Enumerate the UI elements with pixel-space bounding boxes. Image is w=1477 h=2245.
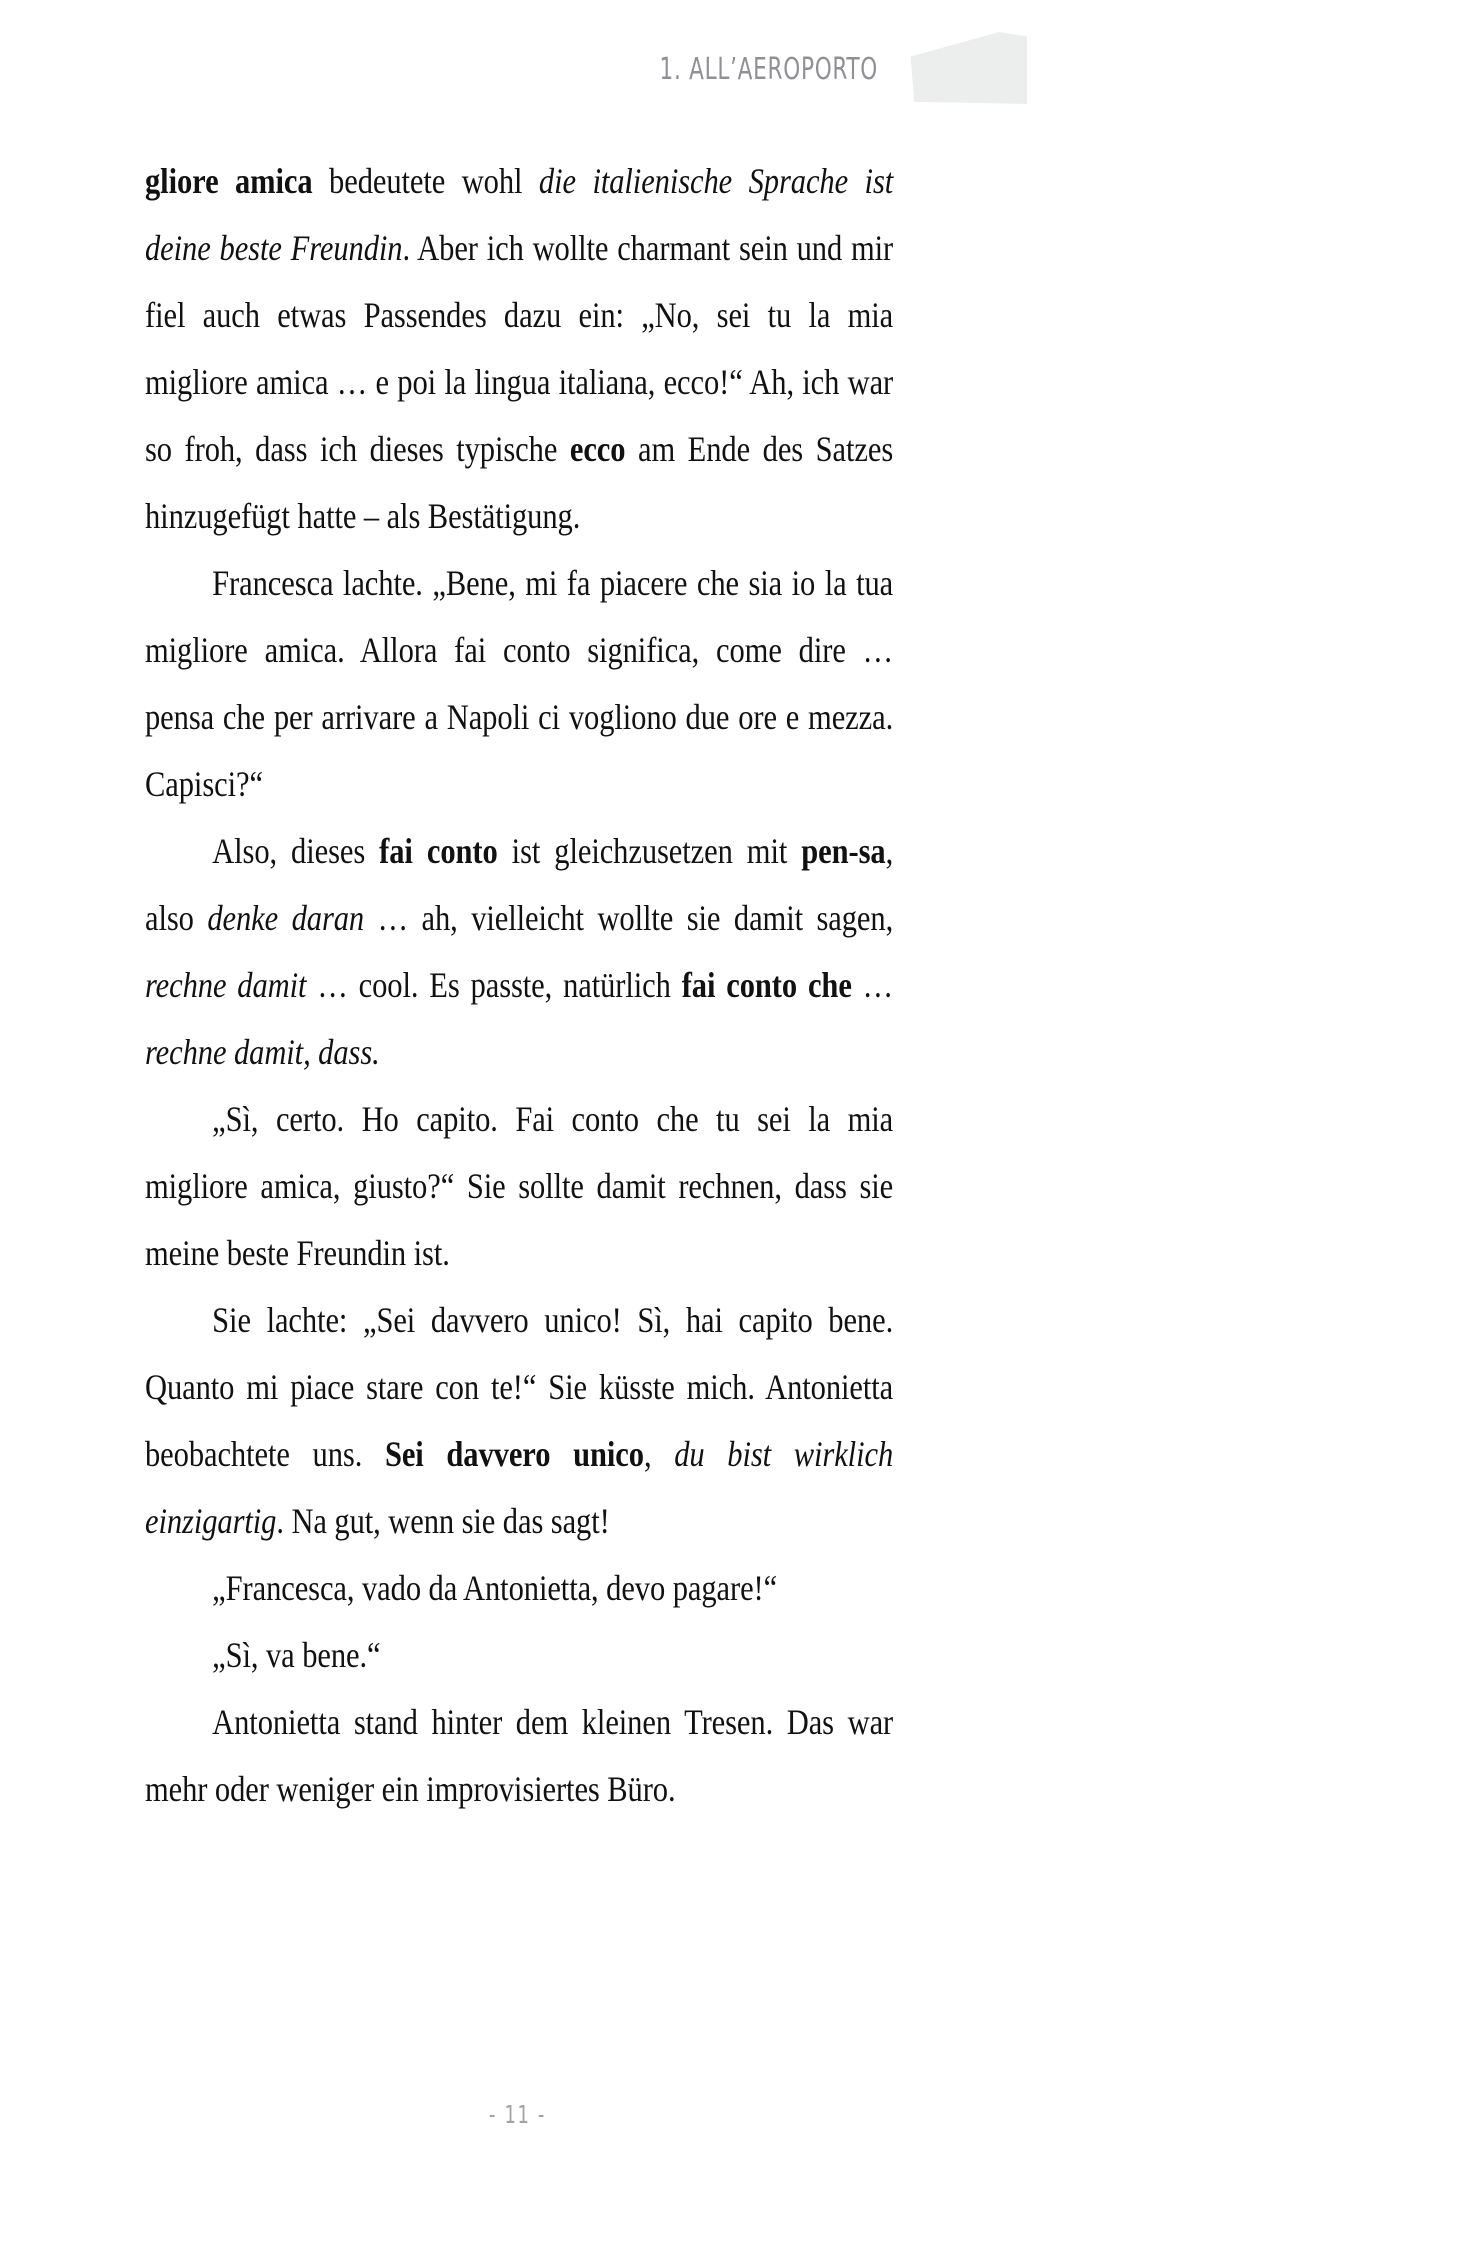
paragraph bbox=[145, 148, 893, 550]
text-run: … ah, vielleicht wollte sie damit sagen, bbox=[364, 898, 894, 938]
text-run: , also bbox=[145, 831, 894, 938]
italic-run: denke daran bbox=[207, 898, 365, 938]
italic-run: die italienische Sprache ist deine beste Freundin bbox=[145, 161, 894, 268]
page-number-folio: - 11 - bbox=[489, 2100, 546, 2129]
text-run: Antonietta stand hinter dem kleinen Tresen. Das war mehr oder weniger ein improvisiertes Büro. bbox=[145, 1702, 894, 1809]
running-head-chapter-title: 1. ALL’AEROPORTO bbox=[659, 52, 878, 87]
body-text-block bbox=[145, 148, 893, 1823]
text-run: , bbox=[643, 1434, 675, 1474]
italic-run: du bist wirklich einzigartig bbox=[145, 1434, 894, 1541]
paragraph bbox=[145, 1086, 893, 1287]
bold-run: Sei davvero unico bbox=[384, 1434, 644, 1474]
text-run: . Aber ich wollte charmant sein und mir fiel auch etwas Passendes dazu ein: „No, sei tu la mia migliore amica … e poi la lingua italiana, ecco!“ Ah, ich war so froh, dass ich dieses typische bbox=[145, 228, 894, 469]
italic-run: rechne damit bbox=[145, 965, 307, 1005]
corner-decoration-shape bbox=[907, 32, 1027, 104]
text-run: bedeutete wohl bbox=[312, 161, 539, 201]
text-run: „Sì, certo. Ho capito. Fai conto che tu sei la mia migliore amica, giusto?“ Sie sollte damit rechnen, dass sie meine beste Freundin ist. bbox=[145, 1099, 894, 1273]
bold-run: pen-sa bbox=[801, 831, 886, 871]
text-run: Also, dieses bbox=[212, 831, 380, 871]
text-run: Sie lachte: „Sei davvero unico! Sì, hai capito bene. Quanto mi piace stare con te!“ Sie küsste mich. Antonietta beobachtete uns. bbox=[145, 1300, 894, 1474]
paragraph bbox=[145, 1689, 893, 1823]
paragraph bbox=[145, 1555, 893, 1622]
paragraph bbox=[145, 818, 893, 1086]
bold-run: fai conto che bbox=[681, 965, 852, 1005]
text-run: . Na gut, wenn sie das sagt! bbox=[276, 1501, 610, 1541]
paragraph bbox=[145, 1622, 893, 1689]
text-run: … cool. Es passte, natürlich bbox=[306, 965, 682, 1005]
italic-run: rechne damit, dass. bbox=[145, 1032, 380, 1072]
paragraph bbox=[145, 550, 893, 818]
text-run: „Francesca, vado da Antonietta, devo pagare!“ bbox=[212, 1568, 778, 1608]
bold-run: ecco bbox=[569, 429, 626, 469]
paragraph bbox=[145, 1287, 893, 1555]
text-run: am Ende des Satzes hinzugefügt hatte – als Bestätigung. bbox=[145, 429, 894, 536]
text-run: … bbox=[851, 965, 894, 1005]
bold-run: gliore amica bbox=[145, 161, 313, 201]
text-run: Francesca lachte. „Bene, mi fa piacere che sia io la tua migliore amica. Allora fai conto significa, come dire … pensa che per arrivare a Napoli ci vogliono due ore e mezza. Capisci?“ bbox=[145, 563, 894, 804]
bold-run: fai conto bbox=[379, 831, 498, 871]
text-run: ist gleichzusetzen mit bbox=[497, 831, 802, 871]
text-run: „Sì, va bene.“ bbox=[212, 1635, 381, 1675]
